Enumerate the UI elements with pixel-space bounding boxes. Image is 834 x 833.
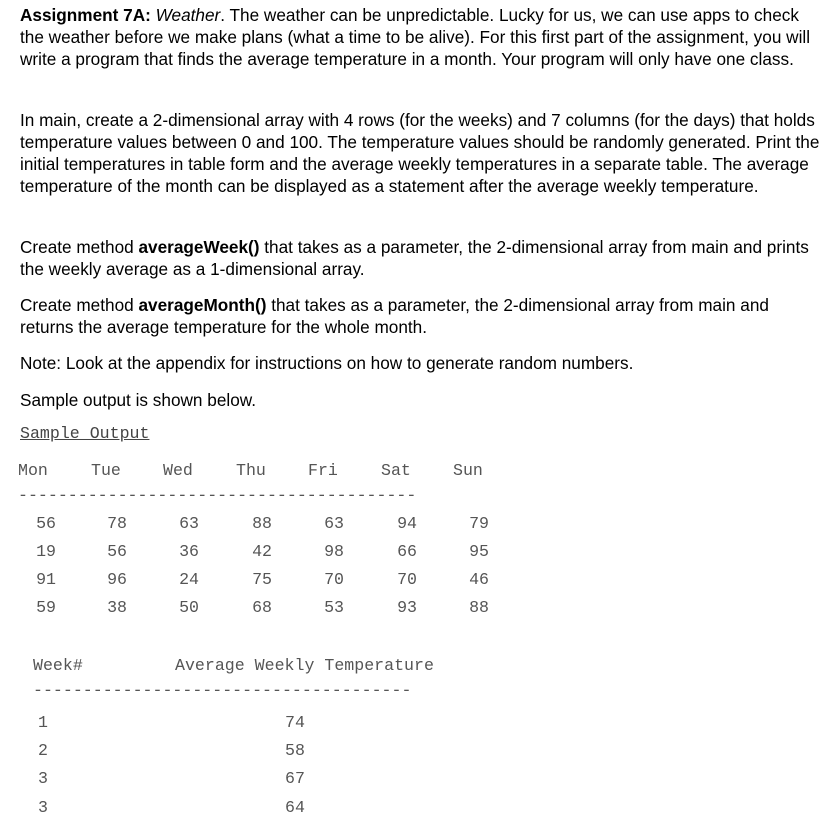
week-average-cell: 58	[285, 741, 305, 760]
day-header-tue: Tue	[91, 461, 121, 480]
week-average-cell: 67	[285, 769, 305, 788]
average-week-instructions	[20, 236, 820, 280]
temp-cell: 36	[179, 542, 199, 561]
average-weekly-temperature-header: Average Weekly Temperature	[175, 656, 434, 675]
temp-cell: 95	[469, 542, 489, 561]
day-header-wed: Wed	[163, 461, 193, 480]
temp-cell: 56	[36, 514, 56, 533]
temp-cell: 24	[179, 570, 199, 589]
temp-cell: 50	[179, 598, 199, 617]
week-number-cell: 2	[38, 741, 48, 760]
temp-cell: 63	[324, 514, 344, 533]
average-week-text-before: Create method	[20, 237, 139, 257]
temp-cell: 75	[252, 570, 272, 589]
day-header-fri: Fri	[308, 461, 338, 480]
temp-cell: 78	[107, 514, 127, 533]
temp-cell: 68	[252, 598, 272, 617]
temp-cell: 56	[107, 542, 127, 561]
day-header-mon: Mon	[18, 461, 48, 480]
average-month-text-before: Create method	[20, 295, 139, 315]
week-average-cell: 64	[285, 798, 305, 817]
temp-cell: 98	[324, 542, 344, 561]
temperature-table-divider: ----------------------------------------	[18, 486, 417, 505]
temp-cell: 42	[252, 542, 272, 561]
assignment-title: Weather	[155, 5, 221, 25]
temp-cell: 88	[469, 598, 489, 617]
temp-cell: 63	[179, 514, 199, 533]
week-number-cell: 3	[38, 769, 48, 788]
day-header-thu: Thu	[236, 461, 266, 480]
weekly-table-divider: --------------------------------------	[33, 681, 412, 700]
temp-cell: 79	[469, 514, 489, 533]
sample-intro-text: Sample output is shown below.	[20, 390, 256, 410]
intro-text: . The weather can be unpredictable. Lucky for us, we can use apps to check the weather before we make plans (what a time to be alive). For this first part of the assignment, you will write a program that finds the average temperature in a month. Your program will only have one class.	[20, 5, 811, 69]
temp-cell: 53	[324, 598, 344, 617]
temp-cell: 38	[107, 598, 127, 617]
temp-cell: 94	[397, 514, 417, 533]
week-number-cell: 1	[38, 713, 48, 732]
assignment-heading: Assignment 7A:	[20, 5, 151, 25]
sample-output-heading: Sample Output	[20, 424, 150, 443]
temp-cell: 88	[252, 514, 272, 533]
day-header-sat: Sat	[381, 461, 411, 480]
week-average-cell: 74	[285, 713, 305, 732]
average-month-text-after: that takes as a parameter, the 2-dimensional array from main and returns the average temperature for the whole month.	[20, 295, 769, 337]
temp-cell: 46	[469, 570, 489, 589]
week-number-header: Week#	[33, 656, 83, 675]
day-header-sun: Sun	[453, 461, 483, 480]
week-number-cell: 3	[38, 798, 48, 817]
average-week-method: averageWeek()	[138, 237, 260, 257]
temp-cell: 93	[397, 598, 417, 617]
average-month-method: averageMonth()	[138, 295, 267, 315]
temp-cell: 91	[36, 570, 56, 589]
temp-cell: 66	[397, 542, 417, 561]
average-month-instructions	[20, 294, 820, 338]
temp-cell: 70	[397, 570, 417, 589]
main-instructions: In main, create a 2-dimensional array with 4 rows (for the weeks) and 7 columns (for the days) that holds temperature values between 0 and 100. The temperature values should be randomly generated. Print the initial temperatures in table form and the average weekly temperatures in a separate table. The average temperature of the month can be displayed as a statement after the average weekly temperature.	[20, 110, 820, 196]
temp-cell: 19	[36, 542, 56, 561]
note-text: Note: Look at the appendix for instructions on how to generate random numbers.	[20, 353, 634, 373]
temp-cell: 59	[36, 598, 56, 617]
temp-cell: 70	[324, 570, 344, 589]
intro-paragraph	[20, 4, 820, 70]
temp-cell: 96	[107, 570, 127, 589]
average-week-text-after: that takes as a parameter, the 2-dimensional array from main and prints the weekly average as a 1-dimensional array.	[20, 237, 809, 279]
